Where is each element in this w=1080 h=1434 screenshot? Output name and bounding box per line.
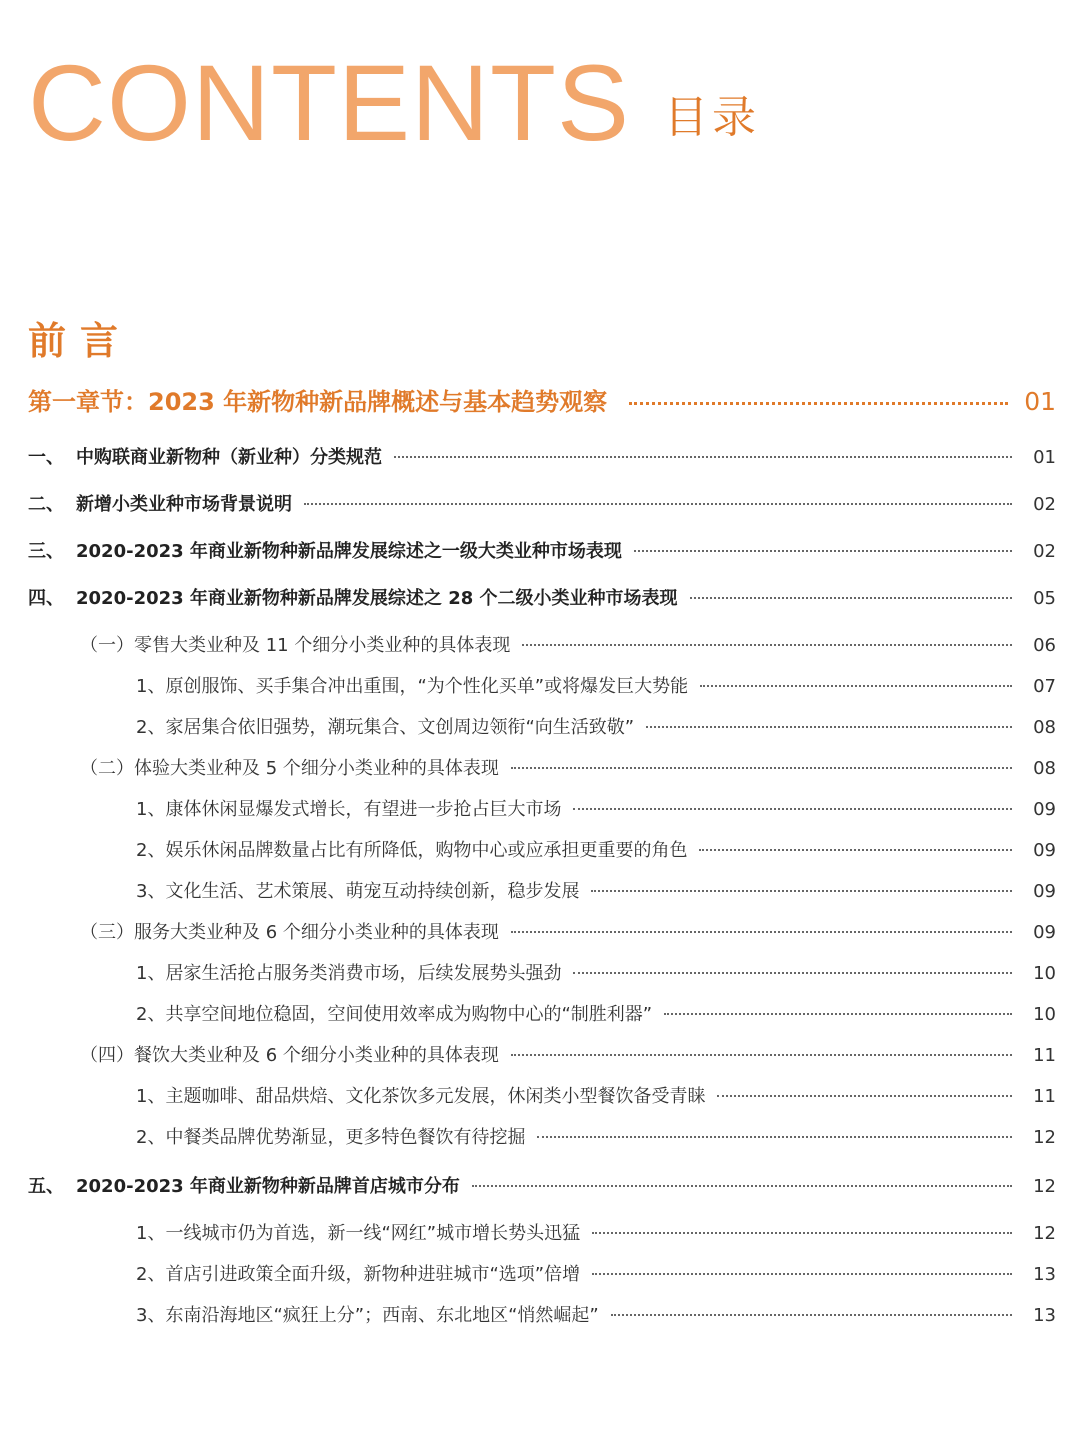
toc-entry[interactable] [28, 713, 1056, 739]
toc-number: （四） [80, 1045, 134, 1066]
toc-page: 09 [1033, 799, 1056, 820]
toc-title: 餐饮大类业种及 6 个细分小类业种的具体表现 [134, 1045, 499, 1066]
toc-number: 3、 [136, 881, 166, 902]
leader-dots [700, 684, 1012, 687]
leader-dots [717, 1094, 1012, 1097]
leader-dots [511, 1053, 1012, 1056]
toc-number: 2、 [136, 717, 166, 738]
leader-dots [511, 930, 1012, 933]
toc-title: 零售大类业种及 11 个细分小类业种的具体表现 [134, 635, 511, 656]
toc-entry[interactable] [28, 877, 1056, 903]
leader-dots [304, 502, 1012, 505]
toc-page: 09 [1033, 922, 1056, 943]
leader-dots [591, 889, 1012, 892]
leader-dots [573, 971, 1012, 974]
toc-title: 2020-2023 年商业新物种新品牌发展综述之一级大类业种市场表现 [76, 541, 622, 562]
toc-page: 11 [1033, 1045, 1056, 1066]
leader-dots [472, 1184, 1012, 1187]
toc-number: （一） [80, 635, 134, 656]
toc-page: 02 [1033, 541, 1056, 562]
leader-dots [629, 401, 1008, 405]
toc-page: 13 [1033, 1264, 1056, 1285]
toc-number: 四、 [28, 588, 64, 609]
toc-page: 05 [1033, 588, 1056, 609]
toc-number: 1、 [136, 1223, 166, 1244]
toc-title: 新增小类业种市场背景说明 [76, 494, 292, 515]
toc-entry[interactable] [28, 1082, 1056, 1108]
toc-title: 康体休闲显爆发式增长，有望进一步抢占巨大市场 [165, 799, 562, 820]
toc-title: 家居集合依旧强势，潮玩集合、文创周边领衔“向生活致敬” [165, 717, 635, 738]
toc-page: 12 [1033, 1127, 1056, 1148]
toc-page: 08 [1033, 758, 1056, 779]
toc-title: 主题咖啡、甜品烘焙、文化茶饮多元发展，休闲类小型餐饮备受青睐 [165, 1086, 706, 1107]
toc-title: 中购联商业新物种（新业种）分类规范 [76, 447, 382, 468]
toc-title: 东南沿海地区“疯狂上分”；西南、东北地区“悄然崛起” [165, 1305, 599, 1326]
toc-number: 1、 [136, 676, 166, 697]
leader-dots [511, 766, 1012, 769]
toc-entry[interactable] [28, 537, 1056, 563]
leader-dots [690, 596, 1012, 599]
toc-page: 06 [1033, 635, 1056, 656]
toc-title: 居家生活抢占服务类消费市场，后续发展势头强劲 [165, 963, 562, 984]
toc-entry[interactable] [28, 443, 1056, 469]
toc-page: 10 [1033, 1004, 1056, 1025]
toc-number: 1、 [136, 1086, 166, 1107]
toc-entry[interactable] [28, 754, 1056, 780]
toc-number: 1、 [136, 799, 166, 820]
toc-number: （三） [80, 922, 134, 943]
toc-number: （二） [80, 758, 134, 779]
toc-entry[interactable] [28, 490, 1056, 516]
toc-page: 11 [1033, 1086, 1056, 1107]
toc-title: 文化生活、艺术策展、萌宠互动持续创新，稳步发展 [165, 881, 580, 902]
toc-entry[interactable] [28, 1301, 1056, 1327]
toc-title: 原创服饰、买手集合冲出重围，“为个性化买单”或将爆发巨大势能 [165, 676, 689, 697]
toc-entry[interactable] [28, 1041, 1056, 1067]
toc-title: 第一章节：2023 年新物种新品牌概述与基本趋势观察 [28, 388, 608, 416]
leader-dots [592, 1272, 1012, 1275]
toc-entry[interactable] [28, 918, 1056, 944]
leader-dots [573, 807, 1012, 810]
leader-dots [611, 1313, 1012, 1316]
leader-dots [664, 1012, 1012, 1015]
toc-title: 中餐类品牌优势渐显，更多特色餐饮有待挖掘 [165, 1127, 526, 1148]
toc-number: 2、 [136, 1127, 166, 1148]
toc-page: 12 [1033, 1223, 1056, 1244]
contents-title: CONTENTS [28, 42, 630, 163]
toc-title: 一线城市仍为首选，新一线“网红”城市增长势头迅猛 [165, 1223, 581, 1244]
toc-page: 09 [1033, 840, 1056, 861]
toc-page: 12 [1033, 1176, 1056, 1197]
leader-dots [699, 848, 1012, 851]
toc-title: 体验大类业种及 5 个细分小类业种的具体表现 [134, 758, 499, 779]
contents-header [28, 42, 760, 163]
toc-chapter-1[interactable] [28, 382, 1056, 417]
leader-dots [394, 455, 1012, 458]
toc-number: 1、 [136, 963, 166, 984]
toc-page: 10 [1033, 963, 1056, 984]
leader-dots [646, 725, 1012, 728]
toc-page: 01 [1033, 447, 1056, 468]
toc-page: 01 [1024, 387, 1056, 416]
toc-title: 首店引进政策全面升级，新物种进驻城市“选项”倍增 [165, 1264, 581, 1285]
toc-title: 2020-2023 年商业新物种新品牌首店城市分布 [76, 1176, 460, 1197]
toc-number: 五、 [28, 1176, 64, 1197]
toc-number: 一、 [28, 447, 64, 468]
toc-page: 07 [1033, 676, 1056, 697]
leader-dots [634, 549, 1012, 552]
toc-entry[interactable] [28, 959, 1056, 985]
toc-page: 02 [1033, 494, 1056, 515]
toc-entry[interactable] [28, 584, 1056, 610]
leader-dots [537, 1135, 1012, 1138]
toc-number: 2、 [136, 1004, 166, 1025]
toc-entry[interactable] [28, 1123, 1056, 1149]
leader-dots [522, 643, 1012, 646]
toc-page: 08 [1033, 717, 1056, 738]
toc-entry[interactable] [28, 1000, 1056, 1026]
toc-number: 二、 [28, 494, 64, 515]
toc-number: 三、 [28, 541, 64, 562]
mulu-title: 目录 [664, 92, 760, 143]
preface-heading[interactable]: 前言 [28, 319, 133, 363]
toc-entry[interactable] [28, 672, 1056, 698]
toc-title: 服务大类业种及 6 个细分小类业种的具体表现 [134, 922, 499, 943]
toc-entry[interactable] [28, 631, 1056, 657]
toc-title: 2020-2023 年商业新物种新品牌发展综述之 28 个二级小类业种市场表现 [76, 588, 678, 609]
toc-entry[interactable] [28, 1219, 1056, 1245]
toc-number: 2、 [136, 1264, 166, 1285]
toc-page: 13 [1033, 1305, 1056, 1326]
leader-dots [592, 1231, 1012, 1234]
toc-entry[interactable] [28, 1260, 1056, 1286]
toc-title: 娱乐休闲品牌数量占比有所降低，购物中心或应承担更重要的角色 [165, 840, 688, 861]
toc-number: 2、 [136, 840, 166, 861]
toc-entry[interactable] [28, 836, 1056, 862]
toc-number: 3、 [136, 1305, 166, 1326]
toc-entry[interactable] [28, 1172, 1056, 1198]
toc-entry[interactable] [28, 795, 1056, 821]
toc-page: 09 [1033, 881, 1056, 902]
toc-title: 共享空间地位稳固，空间使用效率成为购物中心的“制胜利器” [165, 1004, 653, 1025]
